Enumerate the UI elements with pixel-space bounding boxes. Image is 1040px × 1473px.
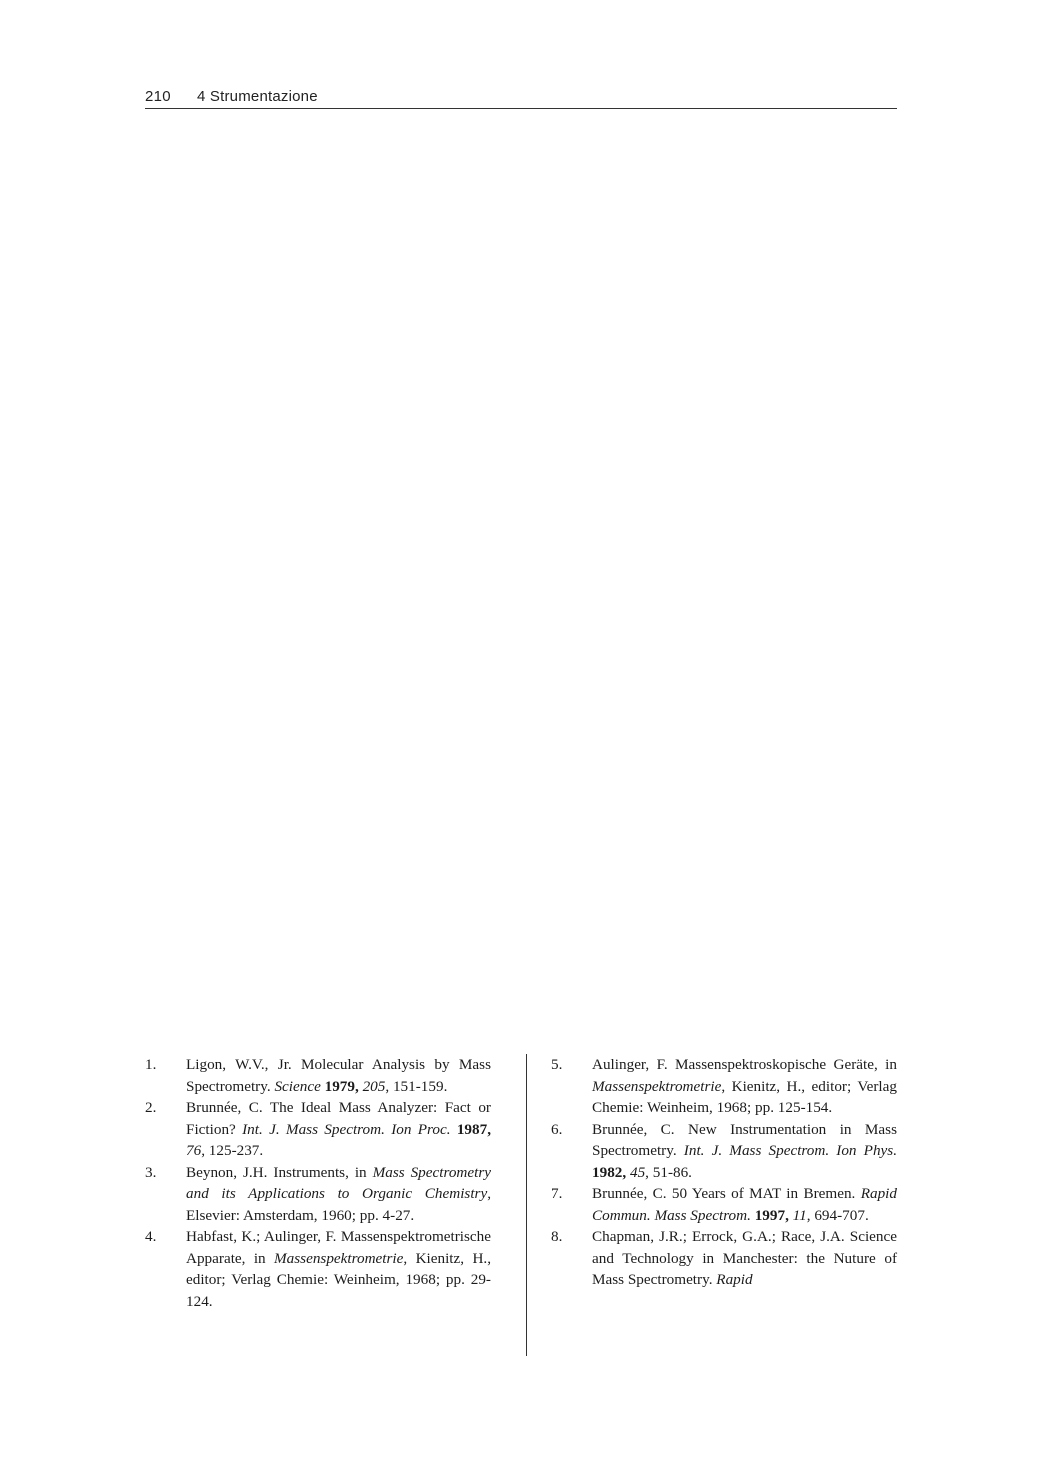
reference-number: 7. — [551, 1185, 563, 1202]
reference-text: Ligon, W.V., Jr. Molecular Analysis by Mass Spectrometry. Science 1979, 205, 151-159. — [186, 1056, 491, 1095]
reference-item — [551, 1226, 897, 1291]
reference-item — [551, 1183, 897, 1226]
reference-item — [145, 1097, 491, 1162]
reference-item — [551, 1054, 897, 1119]
reference-text: Habfast, K.; Aulinger, F. Massenspektrometrische Apparate, in Massenspektrometrie, Kienitz, H., editor; Verlag Chemie: Weinheim, 1968; pp. 29-124. — [186, 1228, 492, 1310]
page-number: 210 — [145, 88, 171, 105]
column-divider — [526, 1054, 527, 1356]
reference-text: Aulinger, F. Massenspektroskopische Geräte, in Massenspektrometrie, Kienitz, H., editor; Verlag Chemie: Weinheim, 1968; pp. 125-154. — [592, 1056, 897, 1116]
reference-number: 2. — [145, 1099, 157, 1116]
reference-text: Brunnée, C. The Ideal Mass Analyzer: Fact or Fiction? Int. J. Mass Spectrom. Ion Proc. 1987, 76, 125-237. — [186, 1099, 491, 1159]
reference-number: 1. — [145, 1056, 157, 1073]
running-header — [145, 88, 897, 108]
reference-number: 4. — [145, 1228, 157, 1245]
reference-number: 5. — [551, 1056, 563, 1073]
reference-number: 3. — [145, 1163, 157, 1181]
reference-text: Brunnée, C. 50 Years of MAT in Bremen. Rapid Commun. Mass Spectrom. 1997, 11, 694-707. — [592, 1185, 897, 1224]
references-column-right — [551, 1054, 897, 1291]
reference-item — [145, 1054, 491, 1097]
reference-text: Chapman, J.R.; Errock, G.A.; Race, J.A. Science and Technology in Manchester: the Nuture of Mass Spectrometry. Rapid — [592, 1228, 897, 1288]
reference-item — [145, 1226, 491, 1312]
reference-text: Beynon, J.H. Instruments, in Mass Spectrometry and its Applications to Organic Chemistry, Elsevier: Amsterdam, 1960; pp. 4-27. — [186, 1163, 491, 1224]
reference-number: 8. — [551, 1228, 563, 1245]
chapter-title: 4 Strumentazione — [197, 88, 318, 105]
reference-item — [145, 1162, 491, 1227]
header-rule — [145, 108, 897, 109]
reference-text: Brunnée, C. New Instrumentation in Mass Spectrometry. Int. J. Mass Spectrom. Ion Phys. 1982, 45, 51-86. — [592, 1120, 897, 1181]
references-column-left — [145, 1054, 491, 1312]
reference-item — [551, 1119, 897, 1184]
reference-number: 6. — [551, 1120, 563, 1138]
